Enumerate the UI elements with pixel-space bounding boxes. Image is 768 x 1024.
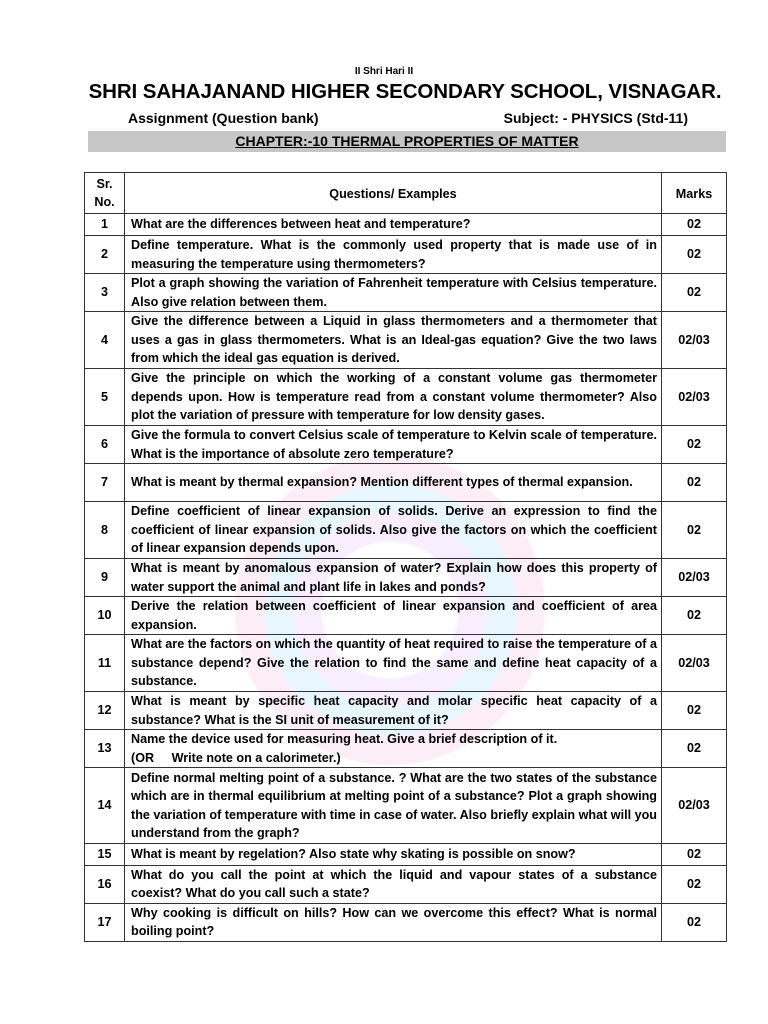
question-cell bbox=[125, 464, 662, 502]
table-row bbox=[85, 502, 727, 559]
question-cell bbox=[125, 236, 662, 274]
marks-cell: 02 bbox=[662, 502, 727, 559]
question-text: What is meant by regelation? Also state why skating is possible on snow? bbox=[131, 847, 576, 861]
serial-number-cell: 4 bbox=[85, 312, 125, 369]
question-cell bbox=[125, 274, 662, 312]
question-cell bbox=[125, 844, 662, 866]
serial-number-cell: 11 bbox=[85, 635, 125, 692]
assignment-meta-row bbox=[128, 110, 688, 128]
question-text: What is meant by anomalous expansion of water? Explain how does this property of water support the animal and plant life in lakes and ponds? bbox=[131, 561, 657, 594]
serial-number-cell: 17 bbox=[85, 903, 125, 941]
subject-label: Subject: - PHYSICS (Std-11) bbox=[503, 110, 688, 126]
sr-no-header bbox=[85, 173, 125, 214]
question-cell bbox=[125, 903, 662, 941]
question-text: What is meant by specific heat capacity and molar specific heat capacity of a substance? What is the SI unit of measurement of it? bbox=[131, 694, 657, 727]
question-cell bbox=[125, 597, 662, 635]
question-text: Define coefficient of linear expansion of solids. Derive an expression to find the coefficient of linear expansion of solids. Also give the factors on which the coefficient of linear expansion depends upon. bbox=[131, 504, 657, 556]
marks-cell: 02/03 bbox=[662, 369, 727, 426]
serial-number-cell: 15 bbox=[85, 844, 125, 866]
serial-number-cell: 16 bbox=[85, 865, 125, 903]
question-cell bbox=[125, 865, 662, 903]
sr-header-line-2: No. bbox=[94, 195, 115, 209]
marks-cell: 02 bbox=[662, 730, 727, 768]
table-row bbox=[85, 692, 727, 730]
question-text: What are the differences between heat and temperature? bbox=[131, 217, 471, 232]
serial-number-cell: 7 bbox=[85, 464, 125, 502]
question-text: Why cooking is difficult on hills? How can we overcome this effect? What is normal boiling point? bbox=[131, 905, 657, 938]
table-row bbox=[85, 903, 727, 941]
question-cell bbox=[125, 502, 662, 559]
marks-cell: 02/03 bbox=[662, 635, 727, 692]
question-text-alternate: (OR Write note on a calorimeter.) bbox=[131, 750, 341, 765]
table-row bbox=[85, 274, 727, 312]
question-text: Give the difference between a Liquid in glass thermometers and a thermometer that uses a gas in glass thermometers. What is an Ideal-gas equation? Give the two laws from which the ideal gas equation is derived. bbox=[131, 314, 657, 366]
question-cell bbox=[125, 426, 662, 464]
table-header-row bbox=[85, 173, 727, 214]
marks-cell: 02/03 bbox=[662, 559, 727, 597]
marks-cell: 02 bbox=[662, 274, 727, 312]
table-row bbox=[85, 236, 727, 274]
serial-number-cell: 14 bbox=[85, 768, 125, 844]
question-cell bbox=[125, 768, 662, 844]
invocation-line: II Shri Hari II bbox=[354, 66, 414, 77]
marks-cell: 02 bbox=[662, 236, 727, 274]
marks-cell: 02 bbox=[662, 865, 727, 903]
table-row bbox=[85, 730, 727, 768]
question-text: Give the formula to convert Celsius scale of temperature to Kelvin scale of temperature. What is the importance of absolute zero temperature? bbox=[131, 428, 657, 461]
question-cell bbox=[125, 312, 662, 369]
sr-header-line-1: Sr. bbox=[96, 176, 113, 191]
marks-cell: 02 bbox=[662, 903, 727, 941]
question-text: Define temperature. What is the commonly used property that is made use of in measuring the temperature using thermometers? bbox=[131, 238, 657, 271]
table-row bbox=[85, 844, 727, 866]
question-text: Define normal melting point of a substance. ? What are the two states of the substance which are in thermal equilibrium at melting point of a substance? Plot a graph showing the variation of temperature with time in case of water. Also briefly explain what will you understand from the graph? bbox=[131, 770, 657, 840]
table-row bbox=[85, 464, 727, 502]
table-row bbox=[85, 559, 727, 597]
marks-cell: 02 bbox=[662, 464, 727, 502]
serial-number-cell: 3 bbox=[85, 274, 125, 312]
question-text: Plot a graph showing the variation of Fahrenheit temperature with Celsius temperature. Also give relation between them. bbox=[131, 276, 657, 309]
table-row bbox=[85, 635, 727, 692]
serial-number-cell: 12 bbox=[85, 692, 125, 730]
question-cell bbox=[125, 635, 662, 692]
question-text: Name the device used for measuring heat. Give a brief description of it. bbox=[131, 732, 558, 746]
question-text: What are the factors on which the quantity of heat required to raise the temperature of a substance depend? Give the relation to find the same and define heat capacity of a substance. bbox=[131, 637, 657, 689]
question-cell bbox=[125, 369, 662, 426]
question-text: Give the principle on which the working of a constant volume gas thermometer depends upon. How is temperature read from a constant volume thermometer? Also plot the variation of pressure with temperature for low density gases. bbox=[131, 371, 657, 423]
question-rows bbox=[85, 214, 727, 942]
marks-cell: 02 bbox=[662, 844, 727, 866]
question-cell bbox=[125, 559, 662, 597]
marks-cell: 02 bbox=[662, 426, 727, 464]
serial-number-cell: 8 bbox=[85, 502, 125, 559]
table-row bbox=[85, 865, 727, 903]
marks-cell: 02 bbox=[662, 214, 727, 236]
serial-number-cell: 1 bbox=[85, 214, 125, 236]
marks-header: Marks bbox=[662, 173, 727, 214]
question-cell bbox=[125, 730, 662, 768]
serial-number-cell: 5 bbox=[85, 369, 125, 426]
marks-cell: 02 bbox=[662, 692, 727, 730]
marks-cell: 02 bbox=[662, 597, 727, 635]
serial-number-cell: 10 bbox=[85, 597, 125, 635]
chapter-title: CHAPTER:-10 THERMAL PROPERTIES OF MATTER bbox=[235, 133, 579, 149]
question-text: What do you call the point at which the liquid and vapour states of a substance coexist? What do you call such a state? bbox=[131, 867, 657, 900]
question-text: Derive the relation between coefficient of linear expansion and coefficient of area expansion. bbox=[131, 599, 657, 632]
question-cell bbox=[125, 692, 662, 730]
serial-number-cell: 6 bbox=[85, 426, 125, 464]
question-bank-table bbox=[84, 172, 727, 942]
school-name: SHRI SAHAJANAND HIGHER SECONDARY SCHOOL, VISNAGAR. bbox=[88, 80, 722, 103]
table-row bbox=[85, 597, 727, 635]
question-text: What is meant by thermal expansion? Mention different types of thermal expansion. bbox=[131, 475, 633, 490]
table-row bbox=[85, 312, 727, 369]
serial-number-cell: 9 bbox=[85, 559, 125, 597]
marks-cell: 02/03 bbox=[662, 312, 727, 369]
table-row bbox=[85, 426, 727, 464]
serial-number-cell: 13 bbox=[85, 730, 125, 768]
question-cell bbox=[125, 214, 662, 236]
table-row bbox=[85, 768, 727, 844]
table-row bbox=[85, 214, 727, 236]
assignment-type: Assignment (Question bank) bbox=[128, 110, 319, 126]
serial-number-cell: 2 bbox=[85, 236, 125, 274]
table-row bbox=[85, 369, 727, 426]
marks-cell: 02/03 bbox=[662, 768, 727, 844]
questions-header: Questions/ Examples bbox=[125, 173, 662, 214]
chapter-banner bbox=[88, 131, 726, 152]
